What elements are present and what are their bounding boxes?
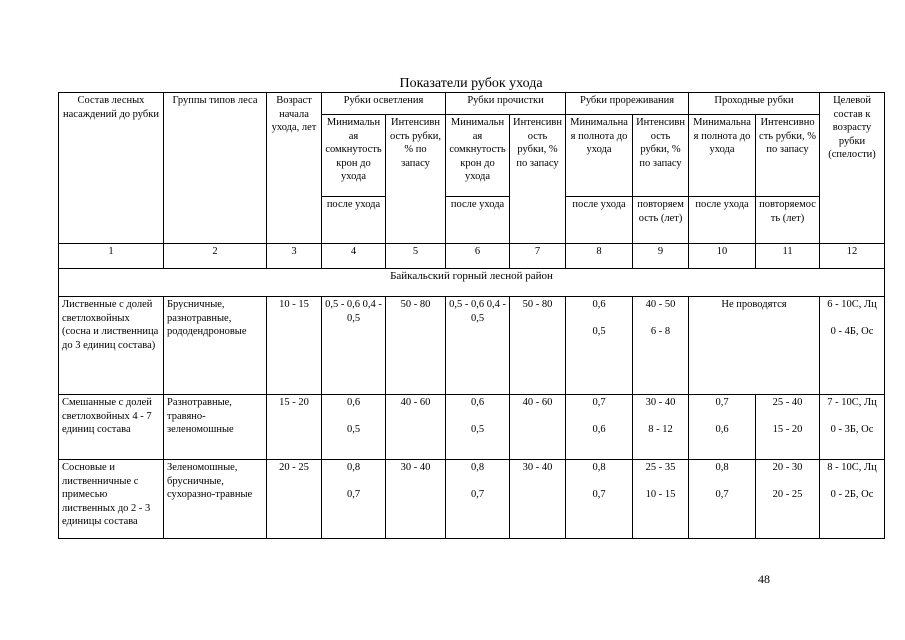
pass-intensity-value: 20 - 30 bbox=[772, 462, 803, 474]
header-thin-after: после ухода bbox=[566, 197, 633, 244]
header-lightening: Рубки осветления bbox=[322, 93, 446, 115]
thin-intensity-cell bbox=[633, 460, 689, 539]
clean-closure-value: 0,5 - 0,6 0,4 - bbox=[449, 299, 506, 311]
pass-fullness-after-value: 0,6 bbox=[715, 423, 729, 435]
care-cutting-table bbox=[58, 92, 885, 539]
clean-closure-after-value: 0,5 bbox=[470, 423, 485, 435]
thin-fullness-value: 0,6 bbox=[592, 299, 606, 311]
target-cell bbox=[820, 460, 885, 539]
column-number: 11 bbox=[756, 244, 820, 268]
column-number: 6 bbox=[446, 244, 510, 268]
column-number: 10 bbox=[689, 244, 756, 268]
clean-closure-cell bbox=[446, 395, 510, 460]
target-value: 6 - 10С, Лц bbox=[827, 299, 877, 311]
thin-fullness-after-value: 0,6 bbox=[592, 423, 606, 435]
thin-repeat-value: 6 - 8 bbox=[650, 325, 671, 337]
column-number: 7 bbox=[510, 244, 566, 268]
thin-intensity-cell bbox=[633, 395, 689, 460]
pass-repeat-value: 15 - 20 bbox=[772, 423, 803, 435]
header-light-closure: Минимальная сомкнутость крон до ухода bbox=[322, 115, 386, 197]
start-age-cell: 20 - 25 bbox=[267, 460, 322, 539]
thin-fullness-cell bbox=[566, 297, 633, 395]
thin-intensity-value: 30 - 40 bbox=[645, 397, 676, 409]
pass-intensity-cell bbox=[756, 460, 820, 539]
thin-fullness-value: 0,8 bbox=[592, 462, 606, 474]
target-value: 8 - 10С, Лц bbox=[827, 462, 877, 474]
target-value: 0 - 2Б, Ос bbox=[830, 488, 874, 500]
pass-repeat-value: 20 - 25 bbox=[772, 488, 803, 500]
pass-intensity-value: 25 - 40 bbox=[772, 397, 803, 409]
thin-fullness-value: 0,7 bbox=[592, 397, 606, 409]
passing-not-applied-cell: Не проводятся bbox=[689, 297, 820, 395]
clean-closure-cell bbox=[446, 460, 510, 539]
light-closure-value: 0,8 bbox=[346, 462, 361, 474]
target-cell bbox=[820, 395, 885, 460]
light-closure-cell bbox=[322, 297, 386, 395]
thin-fullness-after-value: 0,5 bbox=[592, 325, 606, 337]
pass-intensity-cell bbox=[756, 395, 820, 460]
header-forest-types: Группы типов леса bbox=[164, 93, 267, 244]
forest-types-cell: Зеленомошные, брусничные, сухоразно-травные bbox=[164, 460, 267, 539]
header-cleaning: Рубки прочистки bbox=[446, 93, 566, 115]
light-intensity-cell: 40 - 60 bbox=[386, 395, 446, 460]
table-row bbox=[59, 297, 885, 395]
light-intensity-cell: 30 - 40 bbox=[386, 460, 446, 539]
light-closure-value: 0,6 bbox=[346, 397, 361, 409]
header-start-age: Возраст начала ухода, лет bbox=[267, 93, 322, 244]
header-target: Целевой состав к возрасту рубки (спелости) bbox=[820, 93, 885, 244]
column-number: 3 bbox=[267, 244, 322, 268]
thin-repeat-value: 8 - 12 bbox=[648, 423, 673, 435]
header-light-after: после ухода bbox=[322, 197, 386, 244]
start-age-cell: 10 - 15 bbox=[267, 297, 322, 395]
thin-repeat-value: 10 - 15 bbox=[645, 488, 676, 500]
light-closure-after-value: 0,5 bbox=[346, 423, 361, 435]
target-value: 0 - 4Б, Ос bbox=[830, 325, 874, 337]
clean-closure-after-value: 0,7 bbox=[470, 488, 485, 500]
pass-fullness-cell bbox=[689, 395, 756, 460]
pass-fullness-after-value: 0,7 bbox=[715, 488, 729, 500]
composition-cell: Смешанные с долей светлохвойных 4 - 7 единиц состава bbox=[59, 395, 164, 460]
header-thin-fullness: Минимальная полнота до ухода bbox=[566, 115, 633, 197]
header-thin-repeat: повторяемость (лет) bbox=[633, 197, 689, 244]
pass-fullness-value: 0,7 bbox=[715, 397, 729, 409]
pass-fullness-cell bbox=[689, 460, 756, 539]
light-closure-cell bbox=[322, 395, 386, 460]
clean-closure-cell bbox=[446, 297, 510, 395]
clean-closure-value: 0,6 bbox=[470, 397, 485, 409]
header-thin-intensity: Интенсивность рубки, % по запасу bbox=[633, 115, 689, 197]
thin-fullness-cell bbox=[566, 460, 633, 539]
composition-cell: Лиственные с долей светлохвойных (сосна и лиственница до 3 единиц состава) bbox=[59, 297, 164, 395]
header-light-intensity: Интенсивность рубки, % по запасу bbox=[386, 115, 446, 244]
column-number: 9 bbox=[633, 244, 689, 268]
header-clean-closure: Минимальная сомкнутость крон до ухода bbox=[446, 115, 510, 197]
light-closure-after-value: 0,7 bbox=[346, 488, 361, 500]
thin-fullness-after-value: 0,7 bbox=[592, 488, 606, 500]
clean-closure-after-value: 0,5 bbox=[470, 312, 485, 324]
page-number: 48 bbox=[758, 572, 770, 586]
column-number: 1 bbox=[59, 244, 164, 268]
thin-intensity-value: 25 - 35 bbox=[645, 462, 676, 474]
composition-cell: Сосновые и лиственничные с примесью лиственных до 2 - 3 единицы состава bbox=[59, 460, 164, 539]
column-number: 12 bbox=[820, 244, 885, 268]
region-heading: Байкальский горный лесной район bbox=[59, 268, 885, 297]
table-row bbox=[59, 460, 885, 539]
forest-types-cell: Разнотравные, травяно-зеленомошные bbox=[164, 395, 267, 460]
header-pass-fullness: Минимальная полнота до ухода bbox=[689, 115, 756, 197]
light-intensity-cell: 50 - 80 bbox=[386, 297, 446, 395]
table-title: Показатели рубок ухода bbox=[399, 76, 543, 91]
header-composition: Состав лесных насаждений до рубки bbox=[59, 93, 164, 244]
clean-intensity-cell: 40 - 60 bbox=[510, 395, 566, 460]
pass-fullness-value: 0,8 bbox=[715, 462, 729, 474]
target-value: 0 - 3Б, Ос bbox=[830, 423, 874, 435]
start-age-cell: 15 - 20 bbox=[267, 395, 322, 460]
header-pass-intensity: Интенсивность рубки, % по запасу bbox=[756, 115, 820, 197]
light-closure-cell bbox=[322, 460, 386, 539]
thin-intensity-value: 40 - 50 bbox=[645, 299, 676, 311]
thin-intensity-cell bbox=[633, 297, 689, 395]
forest-types-cell: Брусничные, разнотравные, рододендроновые bbox=[164, 297, 267, 395]
column-number: 5 bbox=[386, 244, 446, 268]
column-number: 4 bbox=[322, 244, 386, 268]
light-closure-value: 0,5 - 0,6 0,4 - bbox=[325, 299, 382, 311]
clean-intensity-cell: 50 - 80 bbox=[510, 297, 566, 395]
light-closure-after-value: 0,5 bbox=[346, 312, 361, 324]
header-pass-repeat: повторяемость (лет) bbox=[756, 197, 820, 244]
header-thinning: Рубки прореживания bbox=[566, 93, 689, 115]
column-number: 2 bbox=[164, 244, 267, 268]
column-number: 8 bbox=[566, 244, 633, 268]
column-numbers-row bbox=[59, 244, 885, 268]
header-pass-after: после ухода bbox=[689, 197, 756, 244]
header-clean-intensity: Интенсивность рубки, % по запасу bbox=[510, 115, 566, 244]
table-row bbox=[59, 395, 885, 460]
header-passing: Проходные рубки bbox=[689, 93, 820, 115]
target-cell bbox=[820, 297, 885, 395]
clean-closure-value: 0,8 bbox=[470, 462, 485, 474]
header-clean-after: после ухода bbox=[446, 197, 510, 244]
target-value: 7 - 10С, Лц bbox=[827, 397, 877, 409]
clean-intensity-cell: 30 - 40 bbox=[510, 460, 566, 539]
thin-fullness-cell bbox=[566, 395, 633, 460]
